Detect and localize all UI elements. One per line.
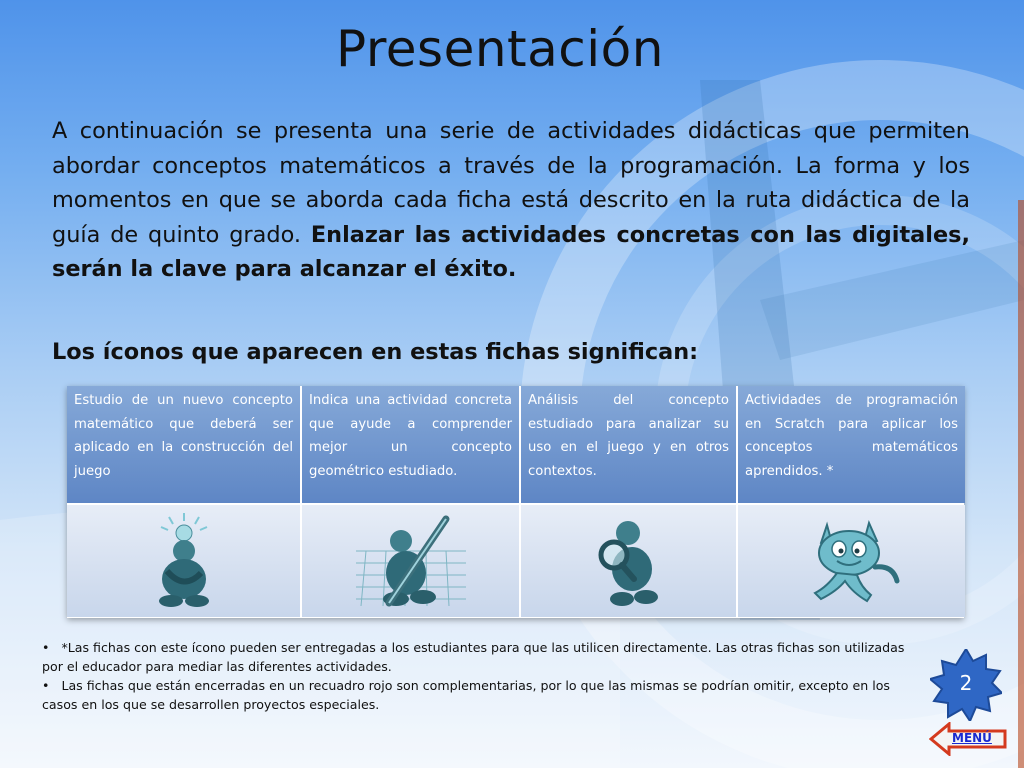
thinking-figure-lightbulb-icon	[139, 511, 229, 611]
page-number: 2	[959, 671, 973, 695]
scratch-cat-icon	[797, 511, 907, 611]
figure-with-magnifier-icon	[584, 511, 674, 611]
icon-image-cell-4	[738, 505, 965, 617]
footnote-2	[42, 676, 922, 714]
icon-description-cell-4: Actividades de programación en Scratch para aplicar los conceptos matemáticos aprendidos. *	[738, 386, 965, 503]
footnote-2-line-1: Las fichas que están encerradas en un recuadro rojo son complementarias, por lo que las mismas se podrían omitir, excepto en los	[61, 678, 890, 693]
menu-link[interactable]: MENÚ	[952, 731, 992, 745]
bullet: •	[42, 640, 50, 655]
icon-image-cell-1	[67, 505, 300, 617]
icon-image-cell-2	[302, 505, 519, 617]
icons-table	[67, 386, 964, 618]
icon-description-cell-1: Estudio de un nuevo concepto matemático que deberá ser aplicado en la construcción del juego	[67, 386, 300, 503]
figure-with-pencil-grid-icon	[351, 511, 471, 611]
intro-regular-text: A continuación se presenta una serie de actividades didácticas que permiten abordar conceptos matemáticos a través de la programación. La forma y los momentos en que se aborda cada ficha está descrito en la ruta didáctica de la guía de quinto grado.	[52, 118, 970, 248]
intro-paragraph	[52, 114, 970, 287]
footnotes	[42, 638, 922, 714]
bullet: •	[42, 678, 50, 693]
icons-heading: Los íconos que aparecen en estas fichas significan:	[52, 339, 699, 365]
footnote-1-line-1: *Las fichas con este ícono pueden ser entregadas a los estudiantes para que las utilicen directamente. Las otras fichas son utilizadas	[61, 640, 905, 655]
footnote-2-line-2: casos en los que se desarrollen proyectos especiales.	[42, 697, 380, 712]
intro-bold-text: Enlazar las actividades concretas con las digitales, serán la clave para alcanzar el éxito.	[52, 221, 970, 282]
footnote-1	[42, 638, 922, 676]
icon-description-cell-2: Indica una actividad concreta que ayude a comprender mejor un concepto geométrico estudiado.	[302, 386, 519, 503]
page-title: Presentación	[336, 20, 664, 78]
icon-image-cell-3	[521, 505, 736, 617]
icon-description-cell-3: Análisis del concepto estudiado para analizar su uso en el juego y en otros contextos.	[521, 386, 736, 503]
footnote-1-line-2: por el educador para mediar las diferentes actividades.	[42, 659, 392, 674]
